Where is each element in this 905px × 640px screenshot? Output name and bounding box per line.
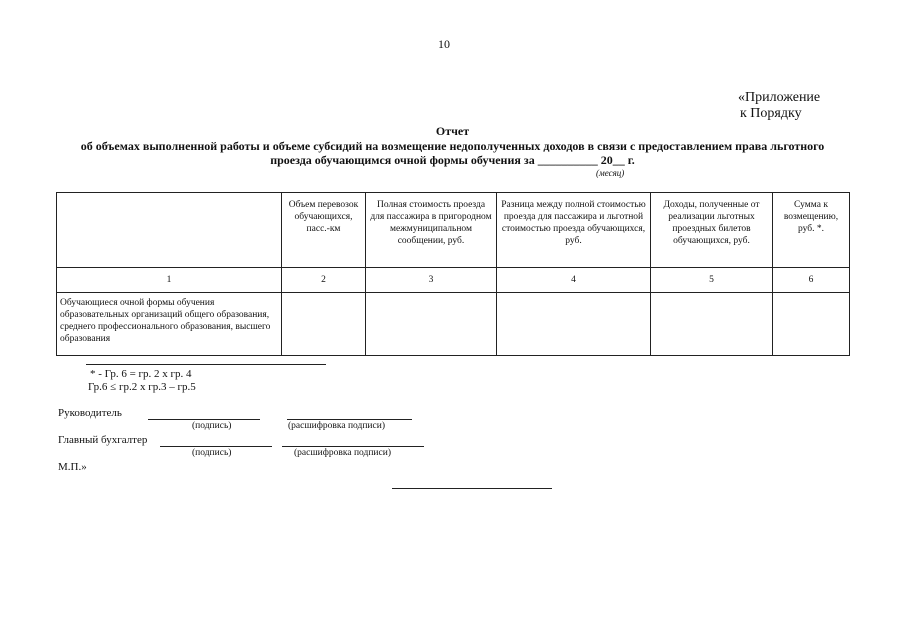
head-decode-hint: (расшифровка подписи) [288,421,385,431]
column-number-3: 3 [366,268,497,293]
head-signature-line [148,419,260,420]
appendix-line-1: «Приложение [738,90,821,105]
head-label: Руководитель [58,407,122,419]
month-hint: (месяц) [596,168,625,178]
accountant-label: Главный бухгалтер [58,434,148,446]
value-cell-3 [366,293,497,356]
head-decode-line [287,419,412,420]
table-header-row [57,193,850,268]
column-number-1: 1 [57,268,282,293]
header-cell-6: Сумма к возмещению, руб. *. [773,193,850,268]
header-cell-3: Полная стоимость проезда для пассажира в пригородном межмуниципальном сообщении, руб. [366,193,497,268]
report-title: Отчет [435,124,470,138]
closing-divider [392,488,552,489]
appendix-note [738,90,820,122]
header-cell-1 [57,193,282,268]
column-number-5: 5 [651,268,773,293]
column-number-4: 4 [497,268,651,293]
header-cell-5: Доходы, полученные от реализации льготных проездных билетов обучающихся, руб. [651,193,773,268]
footnote-line-1: * - Гр. 6 = гр. 2 х гр. 4 [90,368,192,380]
footnote-line-2: Гр.6 ≤ гр.2 х гр.3 – гр.5 [88,381,196,393]
header-cell-2: Объем перевозок обучающихся, пасс.-км [282,193,366,268]
column-number-2: 2 [282,268,366,293]
header-cell-4: Разница между полной стоимостью проезда для пассажира и льготной стоимостью проезда обучающихся, руб. [497,193,651,268]
accountant-decode-hint: (расшифровка подписи) [294,448,391,458]
value-cell-6 [773,293,850,356]
accountant-signature-hint: (подпись) [192,448,232,458]
value-cell-4 [497,293,651,356]
column-number-row [57,268,850,293]
report-subtitle: об объемах выполненной работы и объеме субсидий на возмещение недополученных доходов в связи с предоставлением права льготного проезда обучающимся очной формы обучения за __________ 20__ г. [80,139,825,167]
seal-mark: М.П.» [58,461,87,473]
value-cell-2 [282,293,366,356]
page-number: 10 [438,37,450,51]
report-table [56,192,850,356]
head-signature-hint: (подпись) [192,421,232,431]
footnote [90,368,196,394]
column-number-6: 6 [773,268,850,293]
value-cell-5 [651,293,773,356]
appendix-line-2: к Порядку [740,106,802,121]
footnote-divider [86,364,326,365]
row-label-cell: Обучающиеся очной формы обучения образовательных организаций общего образования, среднего профессионального образования, высшего образования [57,293,282,356]
table-row [57,293,850,356]
accountant-decode-line [282,446,424,447]
accountant-signature-line [160,446,272,447]
